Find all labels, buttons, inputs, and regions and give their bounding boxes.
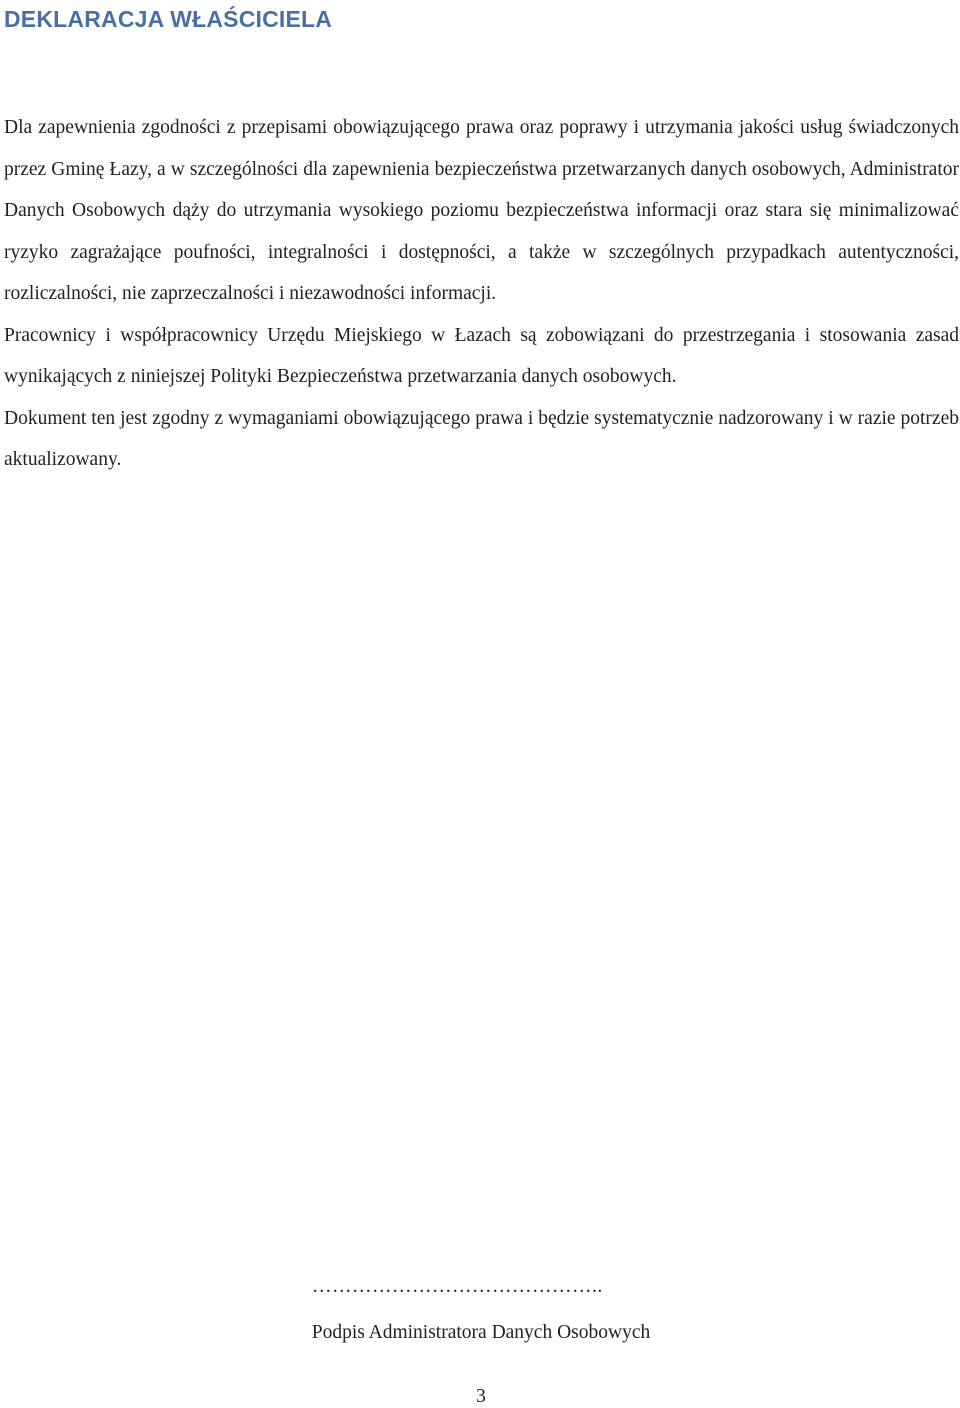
paragraph-document-status: Dokument ten jest zgodny z wymaganiami obowiązującego prawa i będzie systematycznie nadzorowany i w razie potrzeb aktualizowany. [4,407,959,470]
document-body [4,107,959,481]
signature-caption: Podpis Administratora Danych Osobowych [311,1322,651,1343]
document-heading: DEKLARACJA WŁAŚCICIELA [4,6,333,32]
paragraph-compliance: Dla zapewnienia zgodności z przepisami obowiązującego prawa oraz poprawy i utrzymania jakości usług świadczonych przez Gminę Łazy, a w szczególności dla zapewnienia bezpieczeństwa przetwarzanych danych osobowych, Administrator Danych Osobowych dąży do utrzymania wysokiego poziomu bezpieczeństwa informacji oraz stara się minimalizować ryzyko zagrażające poufności, integralności i dostępności, a także w szczególnych przypadkach autentyczności, rozliczalności, nie zaprzeczalności i niezawodności informacji. [4,117,959,304]
paragraph-employees: Pracownicy i współpracownicy Urzędu Miejskiego w Łazach są zobowiązani do przestrzegania i stosowania zasad wynikających z niniejszej Polityki Bezpieczeństwa przetwarzania danych osobowych. [4,324,959,387]
signature-line: …………………………………….. [312,1276,603,1297]
page-number: 3 [476,1386,486,1407]
